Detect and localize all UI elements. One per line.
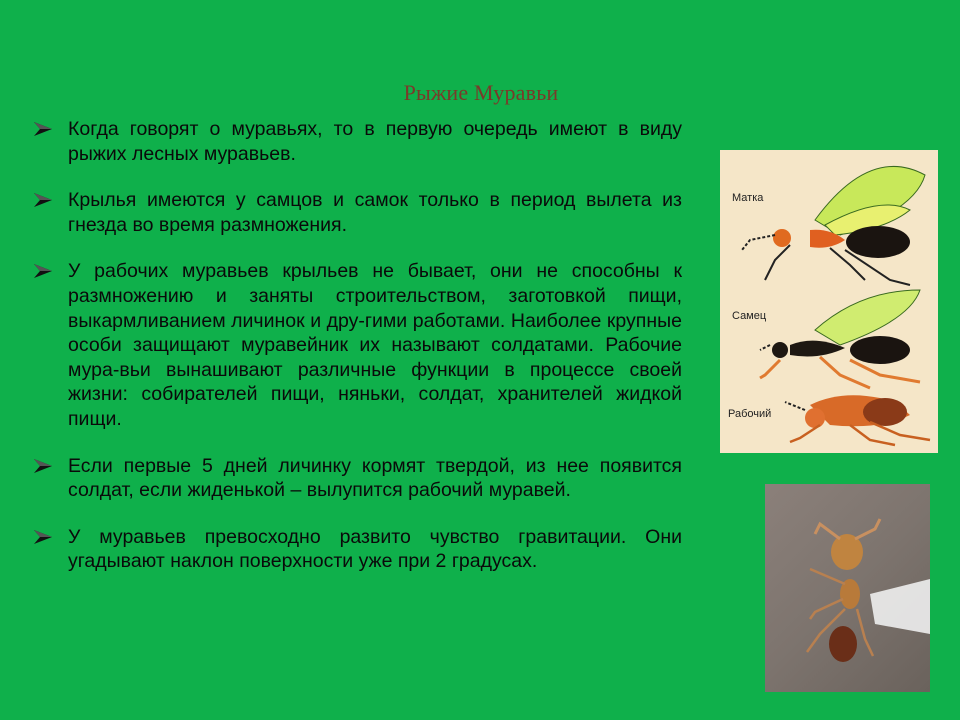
bullet-text: Крылья имеются у самцов и самок только в период вылета из гнезда во время размножения. (68, 189, 682, 236)
arrow-bullet-icon (34, 529, 52, 545)
slide-title (0, 80, 960, 106)
ant-castes-illustration (720, 150, 938, 453)
bullet-item (34, 188, 682, 237)
bullet-item (34, 525, 682, 574)
bullet-text: Если первые 5 дней личинку кормят твердой, из нее появится солдат, если жиденькой – вылупится рабочий муравей. (68, 454, 682, 502)
bullet-text: У рабочих муравьев крыльев не бывает, они не способны к размножению и заняты строительством, заготовкой пищи, выкармливанием личинок и дру-гими работами. Наиболее крупные особи защищают муравейник их называют солдатами. Рабочие мура-вьи вынашивают различные функции в процессе своей жизни: собирателей пищи, няньки, солдат, хранителей жидкой пищи. (68, 260, 682, 430)
bullet-text: Когда говорят о муравьях, то в первую очередь имеют в виду рыжих лесных муравьев. (68, 118, 682, 165)
arrow-bullet-icon (34, 121, 52, 137)
bullet-item (34, 117, 682, 166)
ant-photo-drawing-icon (765, 484, 930, 692)
bullet-item (34, 259, 682, 431)
arrow-bullet-icon (34, 458, 52, 474)
bullet-item (34, 454, 682, 503)
label-worker: Рабочий (728, 408, 772, 420)
arrow-bullet-icon (34, 192, 52, 208)
bullet-text: У муравьев превосходно развито чувство гравитации. Они угадывают наклон поверхности уже при 2 градусах. (68, 525, 682, 573)
slide-title-text: Рыжие Муравьи (403, 80, 559, 105)
bullet-list (34, 117, 682, 596)
label-male: Самец (732, 310, 767, 322)
ant-photo (765, 484, 930, 692)
label-queen: Матка (732, 192, 764, 204)
arrow-bullet-icon (34, 263, 52, 279)
ants-drawing-icon (720, 150, 938, 453)
